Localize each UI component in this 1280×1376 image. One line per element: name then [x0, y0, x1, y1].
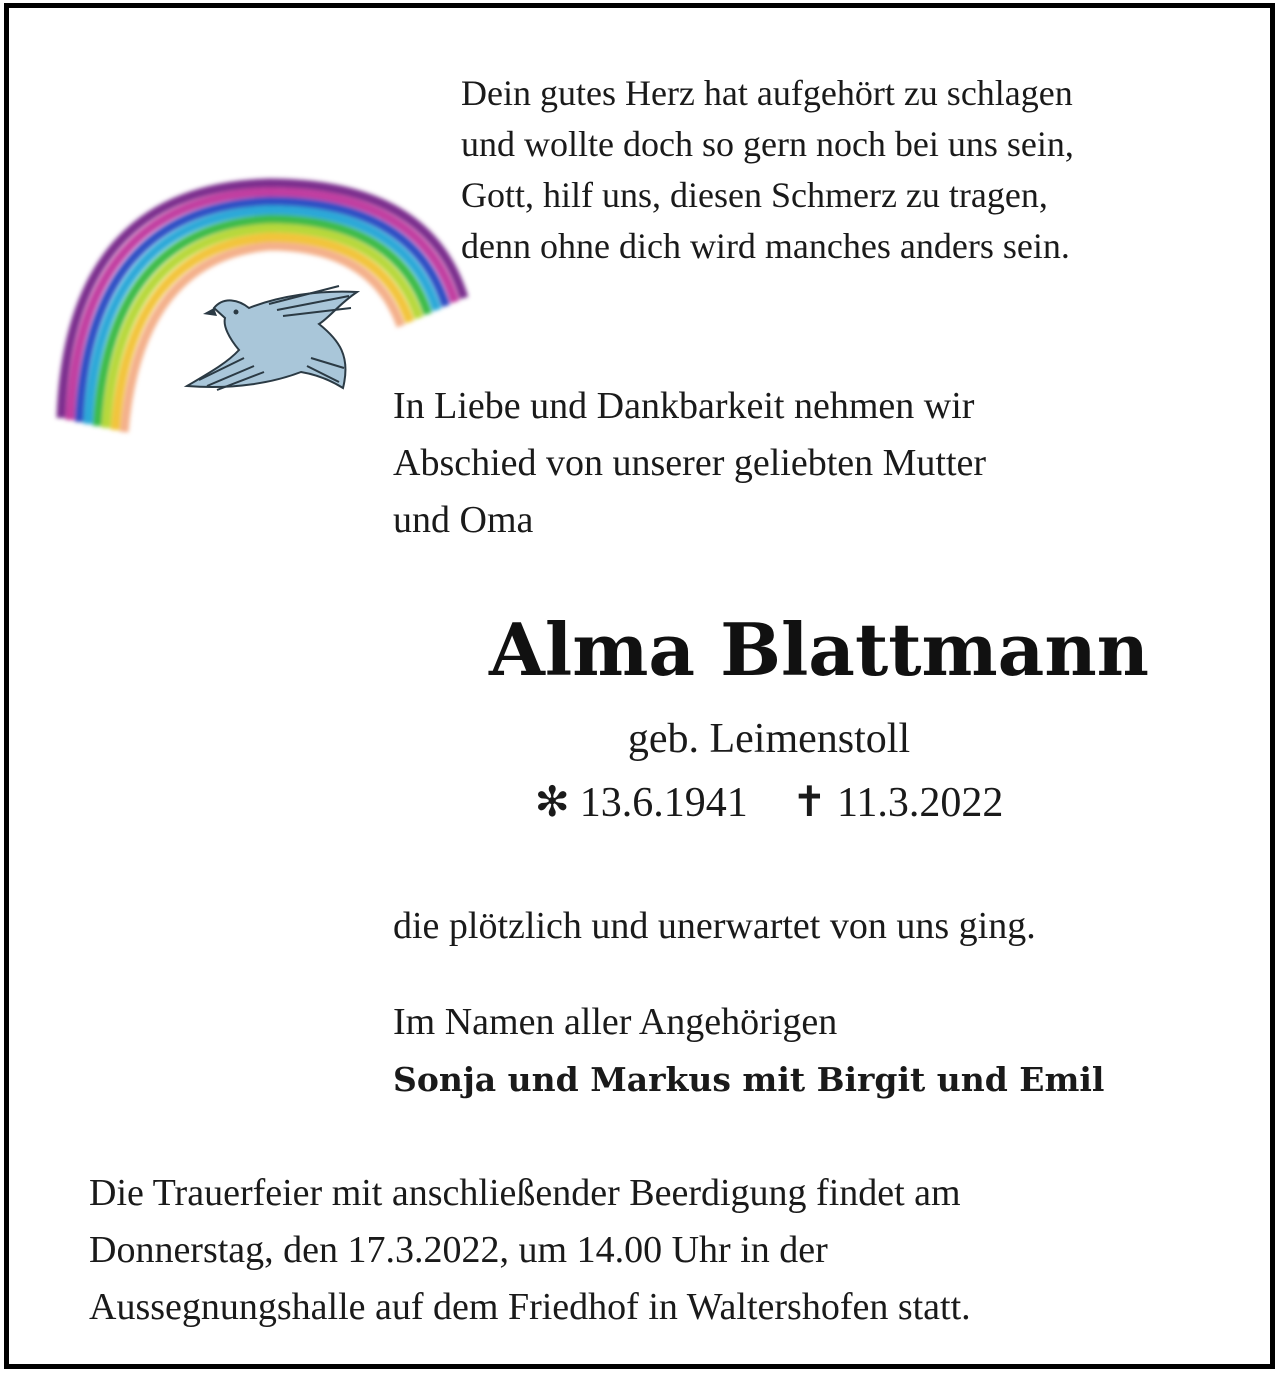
funeral-service-info [89, 1165, 1249, 1336]
birth-star-icon: ✻ [534, 780, 570, 826]
dove-icon [187, 286, 357, 390]
family-signature [393, 994, 1253, 1108]
poem-line: Dein gutes Herz hat aufgehört zu schlagen [461, 73, 1073, 113]
poem [461, 68, 1241, 272]
family-names: Sonja und Markus mit Birgit und Emil [393, 1060, 1105, 1099]
service-line: Aussegnungshalle auf dem Friedhof in Waltershofen statt. [89, 1286, 971, 1328]
poem-line: und wollte doch so gern noch bei uns sein, [461, 124, 1074, 164]
life-dates [389, 773, 1149, 833]
farewell-intro [393, 378, 1213, 549]
family-intro: Im Namen aller Angehörigen [393, 1001, 838, 1043]
service-line: Die Trauerfeier mit anschließender Beerdigung findet am [89, 1172, 961, 1214]
birth-date: 13.6.1941 [579, 780, 748, 826]
poem-line: denn ohne dich wird manches anders sein. [461, 226, 1070, 266]
birth-name: geb. Leimenstoll [627, 716, 911, 762]
service-line: Donnerstag, den 17.3.2022, um 14.00 Uhr in der [89, 1229, 828, 1271]
death-date: 11.3.2022 [836, 780, 1004, 826]
intro-line: Abschied von unserer geliebten Mutter [393, 442, 987, 484]
obituary-frame [4, 3, 1275, 1369]
poem-line: Gott, hilf uns, diesen Schmerz zu tragen, [461, 175, 1048, 215]
death-cross-icon: ✝ [791, 780, 827, 826]
intro-line: und Oma [393, 499, 534, 541]
sudden-passing-line: die plötzlich und unerwartet von uns ging. [393, 905, 1036, 947]
intro-line: In Liebe und Dankbarkeit nehmen wir [393, 385, 975, 427]
deceased-name: Alma Blattmann [488, 607, 1150, 692]
